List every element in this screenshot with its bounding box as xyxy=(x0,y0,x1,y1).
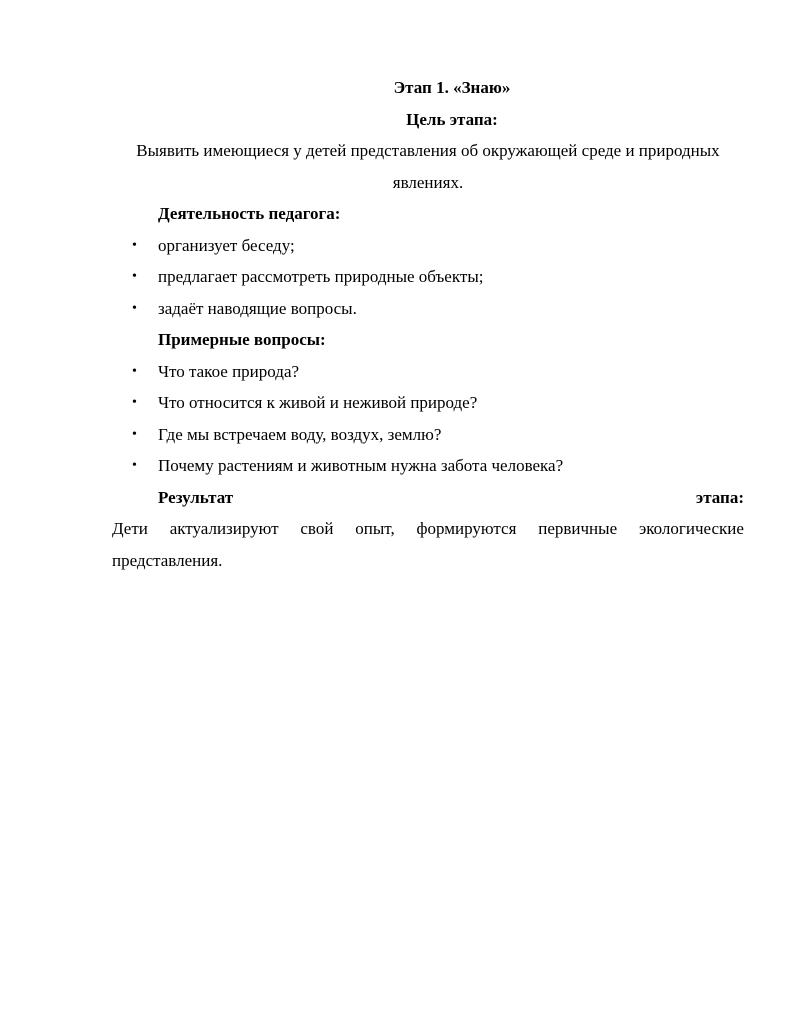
result-word: актуализируют xyxy=(169,519,279,538)
teacher-activity-list xyxy=(112,230,744,325)
list-item xyxy=(112,387,744,419)
result-word: опыт, xyxy=(355,519,395,538)
bullet-icon: • xyxy=(132,426,137,442)
bullet-icon: • xyxy=(132,237,137,253)
list-item-text: задаёт наводящие вопросы. xyxy=(158,298,357,318)
questions-list xyxy=(112,356,744,482)
result-word: первичные xyxy=(538,519,618,538)
list-item xyxy=(112,450,744,482)
goal-text xyxy=(112,135,744,198)
bullet-icon: • xyxy=(132,300,137,316)
list-item-text: Почему растениям и животным нужна забота человека? xyxy=(158,456,564,475)
bullet-icon: • xyxy=(132,269,137,284)
list-item xyxy=(112,230,744,262)
result-word: экологические xyxy=(638,519,744,538)
teacher-activity-heading: Деятельность педагога: xyxy=(158,204,341,223)
list-item-text: организует беседу; xyxy=(158,235,295,255)
list-item-text: предлагает рассмотреть природные объекты; xyxy=(158,267,484,286)
result-text-line xyxy=(112,513,744,545)
goal-heading: Цель этапа: xyxy=(406,109,498,129)
result-word: Дети xyxy=(112,519,148,538)
result-heading xyxy=(112,482,744,514)
result-heading-word: этапа: xyxy=(695,487,744,507)
stage-title: Этап 1. «Знаю» xyxy=(393,78,511,97)
bullet-icon: • xyxy=(132,395,137,410)
result-word: свой xyxy=(300,519,334,538)
goal-text-line: явлениях. xyxy=(392,172,464,192)
list-item-text: Что относится к живой и неживой природе? xyxy=(158,393,478,412)
list-item xyxy=(112,419,744,451)
list-item xyxy=(112,356,744,388)
document-page xyxy=(112,72,744,576)
list-item-text: Где мы встречаем воду, воздух, землю? xyxy=(158,424,442,444)
bullet-icon: • xyxy=(132,458,137,473)
result-heading-word: Результат xyxy=(158,487,234,507)
bullet-icon: • xyxy=(132,363,137,379)
list-item xyxy=(112,261,744,293)
result-text-line: представления. xyxy=(112,550,223,570)
questions-heading: Примерные вопросы: xyxy=(158,330,326,349)
result-word: формируются xyxy=(416,519,517,538)
goal-text-line: Выявить имеющиеся у детей представления об окружающей среде и природных xyxy=(136,141,720,160)
list-item-text: Что такое природа? xyxy=(158,361,300,381)
list-item xyxy=(112,293,744,325)
